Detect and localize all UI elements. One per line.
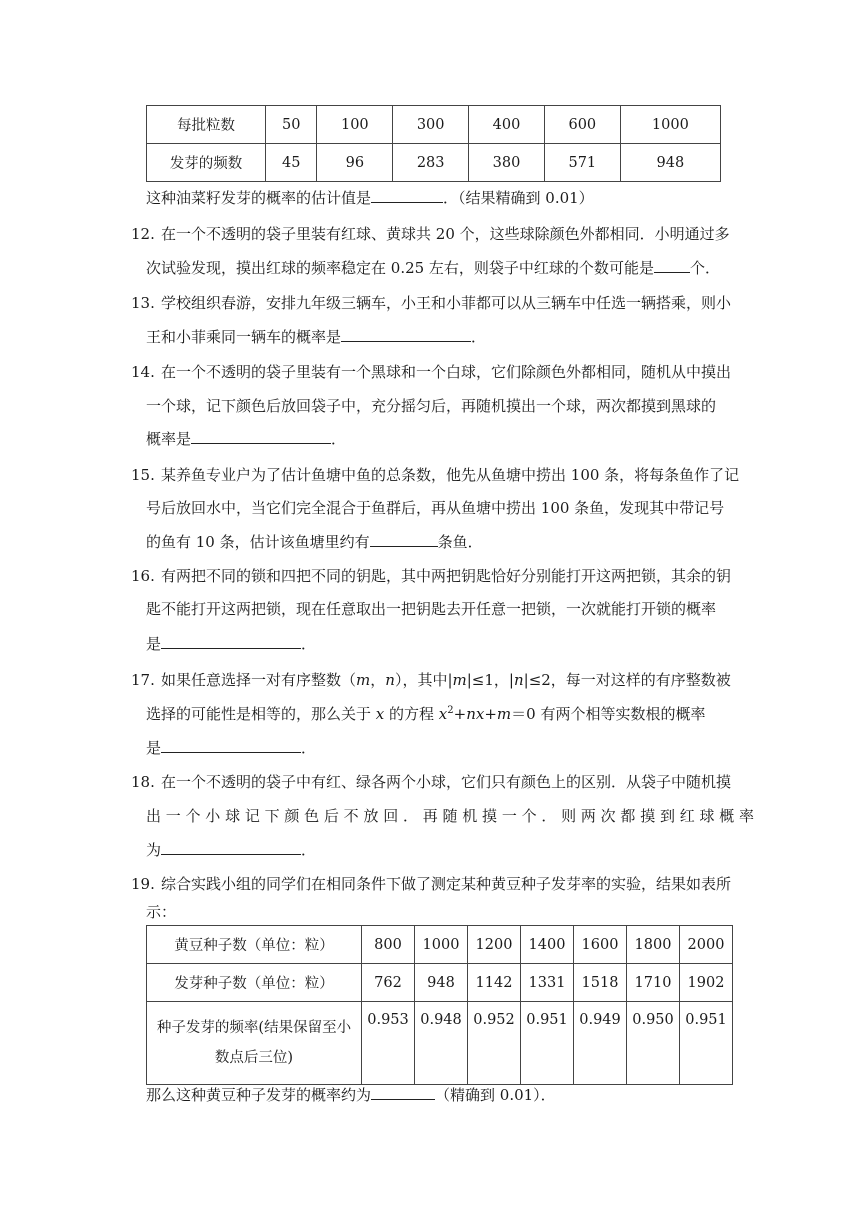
seed-table-1 <box>146 105 721 182</box>
question-text: 学校组织春游，安排九年级三辆车，小王和小菲都可以从三辆车中任选一辆搭乘，则小 <box>161 294 732 312</box>
answer-blank <box>341 327 471 342</box>
question-text: |≤2，每一对这样的有序整数被 <box>523 671 731 689</box>
question-text: ． <box>471 328 487 346</box>
table-cell: 948 <box>620 144 720 182</box>
question-text: ＝0 有两个相等实数根的概率 <box>511 705 706 723</box>
question-text: ． <box>301 635 317 653</box>
table-row <box>147 1002 733 1085</box>
question-number: 15. <box>131 466 155 484</box>
question-text: 为 <box>146 841 162 859</box>
table-cell: 800 <box>362 926 415 964</box>
question-18-line-3 <box>146 839 316 860</box>
variable-m: m <box>496 705 512 723</box>
question-19-line-1 <box>131 873 731 894</box>
table-header-cell: 每批粒数 <box>147 106 266 144</box>
question-text: 概率是 <box>146 430 192 448</box>
question-text: 在一个不透明的袋子中有红、绿各两个小球，它们只有颜色上的区别．从袋子中随机摸 <box>161 773 732 791</box>
table-cell: 762 <box>362 964 415 1002</box>
question-17-line-3 <box>146 737 316 758</box>
answer-blank <box>161 634 301 649</box>
answer-blank <box>370 532 438 547</box>
table-cell: 1902 <box>680 964 733 1002</box>
table-cell: 1800 <box>627 926 680 964</box>
question-14-line-3 <box>146 428 346 449</box>
table-cell: 300 <box>393 106 469 144</box>
question-text: 如果任意选择一对有序整数（ <box>161 671 357 689</box>
variable-n: n <box>385 671 395 689</box>
question-text: 某养鱼专业户为了估计鱼塘中鱼的总条数，他先从鱼塘中捞出 100 条，将每条鱼作了记 <box>161 466 740 484</box>
question-number: 17. <box>131 671 155 689</box>
table-cell: 45 <box>266 144 317 182</box>
question-text: 一个球，记下颜色后放回袋子中，充分摇匀后，再随机摸出一个球，两次都摸到黑球的 <box>146 397 717 415</box>
question-14-line-2 <box>146 395 716 416</box>
table-cell: 600 <box>544 106 620 144</box>
question-text: 次试验发现，摸出红球的频率稳定在 0.25 左右，则袋子中红球的个数可能是 <box>146 259 654 277</box>
question-text: 个． <box>689 259 720 277</box>
question-number: 19. <box>131 875 155 893</box>
question-number: 12. <box>131 225 155 243</box>
table-cell: 380 <box>469 144 545 182</box>
table-cell: 0.952 <box>468 1002 521 1085</box>
table-cell: 283 <box>393 144 469 182</box>
question-text: ．（结果精确到 0.01） <box>443 189 594 207</box>
question-16-line-1 <box>131 565 731 586</box>
question-11-tail <box>146 187 594 208</box>
table-cell: 1000 <box>415 926 468 964</box>
seed-table-2 <box>146 925 733 1085</box>
table-cell: 2000 <box>680 926 733 964</box>
question-text: 号后放回水中，当它们完全混合于鱼群后，再从鱼塘中捞出 100 条鱼，发现其中带记号 <box>146 499 725 517</box>
table-header-line: 数点后三位) <box>214 1050 294 1066</box>
table-cell: 1000 <box>620 106 720 144</box>
question-text: + <box>484 705 497 723</box>
question-text: |≤1，| <box>466 671 514 689</box>
table-row <box>147 926 733 964</box>
table-cell: 0.949 <box>574 1002 627 1085</box>
question-text: ），其中| <box>394 671 453 689</box>
table-cell: 571 <box>544 144 620 182</box>
question-text: ． <box>331 430 347 448</box>
question-15-line-2 <box>146 497 724 518</box>
question-text: 的方程 <box>384 705 439 723</box>
question-text: 匙不能打开这两把锁，现在任意取出一把钥匙去开任意一把锁，一次就能打开锁的概率 <box>146 600 717 618</box>
question-13-line-2 <box>146 326 486 347</box>
variable-m: m <box>452 671 467 689</box>
answer-blank <box>371 1085 435 1100</box>
table-cell: 0.953 <box>362 1002 415 1085</box>
question-text: 那么这种黄豆种子发芽的概率约为 <box>146 1086 372 1104</box>
question-12-line-2 <box>146 257 720 278</box>
table-cell: 0.951 <box>521 1002 574 1085</box>
question-text: ． <box>301 841 317 859</box>
question-text: 选择的可能性是相等的，那么关于 <box>146 705 376 723</box>
question-12-line-1 <box>131 223 730 244</box>
table-header-cell: 发芽的频数 <box>147 144 266 182</box>
question-14-line-1 <box>131 361 731 382</box>
question-text: 综合实践小组的同学们在相同条件下做了测定某种黄豆种子发芽率的实验，结果如表所 <box>161 875 732 893</box>
answer-blank <box>654 258 690 273</box>
question-number: 16. <box>131 567 155 585</box>
question-text: ， <box>370 671 386 689</box>
table-header-cell: 黄豆种子数（单位：粒） <box>147 926 362 964</box>
answer-blank <box>161 840 301 855</box>
variable-x: x <box>438 705 448 723</box>
question-17-line-2 <box>146 703 705 724</box>
table-cell: 50 <box>266 106 317 144</box>
question-text: 出 一 个 小 球 记 下 颜 色 后 不 放 回 ． 再 随 机 摸 一 个 ． 则 两 次 都 摸 到 红 球 概 率 <box>146 807 755 825</box>
question-text: （精确到 0.01）． <box>435 1086 556 1104</box>
variable-nx: nx <box>466 705 485 723</box>
table-header-line: 种子发芽的频率(结果保留至小 <box>156 1020 352 1036</box>
question-17-line-1 <box>131 669 731 690</box>
variable-m: m <box>356 671 371 689</box>
answer-blank <box>371 188 443 203</box>
table-cell: 1142 <box>468 964 521 1002</box>
answer-blank <box>191 429 331 444</box>
question-15-line-3 <box>146 531 483 552</box>
question-text: 王和小菲乘同一辆车的概率是 <box>146 328 342 346</box>
question-19-line-2 <box>146 901 176 922</box>
question-text: 有两把不同的锁和四把不同的钥匙，其中两把钥匙恰好分别能打开这两把锁，其余的钥 <box>161 567 732 585</box>
table-cell: 948 <box>415 964 468 1002</box>
question-text: 示： <box>146 903 177 921</box>
table-cell: 1600 <box>574 926 627 964</box>
variable-x: x <box>375 705 385 723</box>
question-text: ． <box>301 739 317 757</box>
question-15-line-1 <box>131 464 739 485</box>
table-cell: 1331 <box>521 964 574 1002</box>
table-cell: 1518 <box>574 964 627 1002</box>
exponent: 2 <box>447 705 454 716</box>
question-16-line-3 <box>146 633 316 654</box>
question-number: 14. <box>131 363 155 381</box>
question-18-line-2 <box>146 805 754 826</box>
question-text: 的鱼有 10 条，估计该鱼塘里约有 <box>146 533 370 551</box>
question-text: 在一个不透明的袋子里装有一个黑球和一个白球，它们除颜色外都相同，随机从中摸出 <box>161 363 732 381</box>
question-19-tail <box>146 1084 556 1105</box>
question-number: 13. <box>131 294 155 312</box>
table-header-cell: 发芽种子数（单位：粒） <box>147 964 362 1002</box>
question-16-line-2 <box>146 598 716 619</box>
table-cell: 0.948 <box>415 1002 468 1085</box>
answer-blank <box>161 738 301 753</box>
table-cell: 1200 <box>468 926 521 964</box>
question-13-line-1 <box>131 292 731 313</box>
question-text: 是 <box>146 635 162 653</box>
table-cell: 1400 <box>521 926 574 964</box>
question-text: 在一个不透明的袋子里装有红球、黄球共 20 个，这些球除颜色外都相同．小明通过多 <box>161 225 730 243</box>
question-number: 18. <box>131 773 155 791</box>
table-cell: 96 <box>317 144 393 182</box>
table-row <box>147 964 733 1002</box>
table-cell: 0.951 <box>680 1002 733 1085</box>
question-text: 是 <box>146 739 162 757</box>
table-row <box>147 106 721 144</box>
question-text: 条鱼． <box>437 533 483 551</box>
table-cell: 0.950 <box>627 1002 680 1085</box>
table-row <box>147 144 721 182</box>
table-cell: 1710 <box>627 964 680 1002</box>
question-18-line-1 <box>131 771 731 792</box>
table-header-cell <box>147 1002 362 1085</box>
table-cell: 400 <box>469 106 545 144</box>
question-text: 这种油菜籽发芽的概率的估计值是 <box>146 189 372 207</box>
variable-n: n <box>513 671 524 689</box>
table-cell: 100 <box>317 106 393 144</box>
question-text: + <box>453 705 467 723</box>
